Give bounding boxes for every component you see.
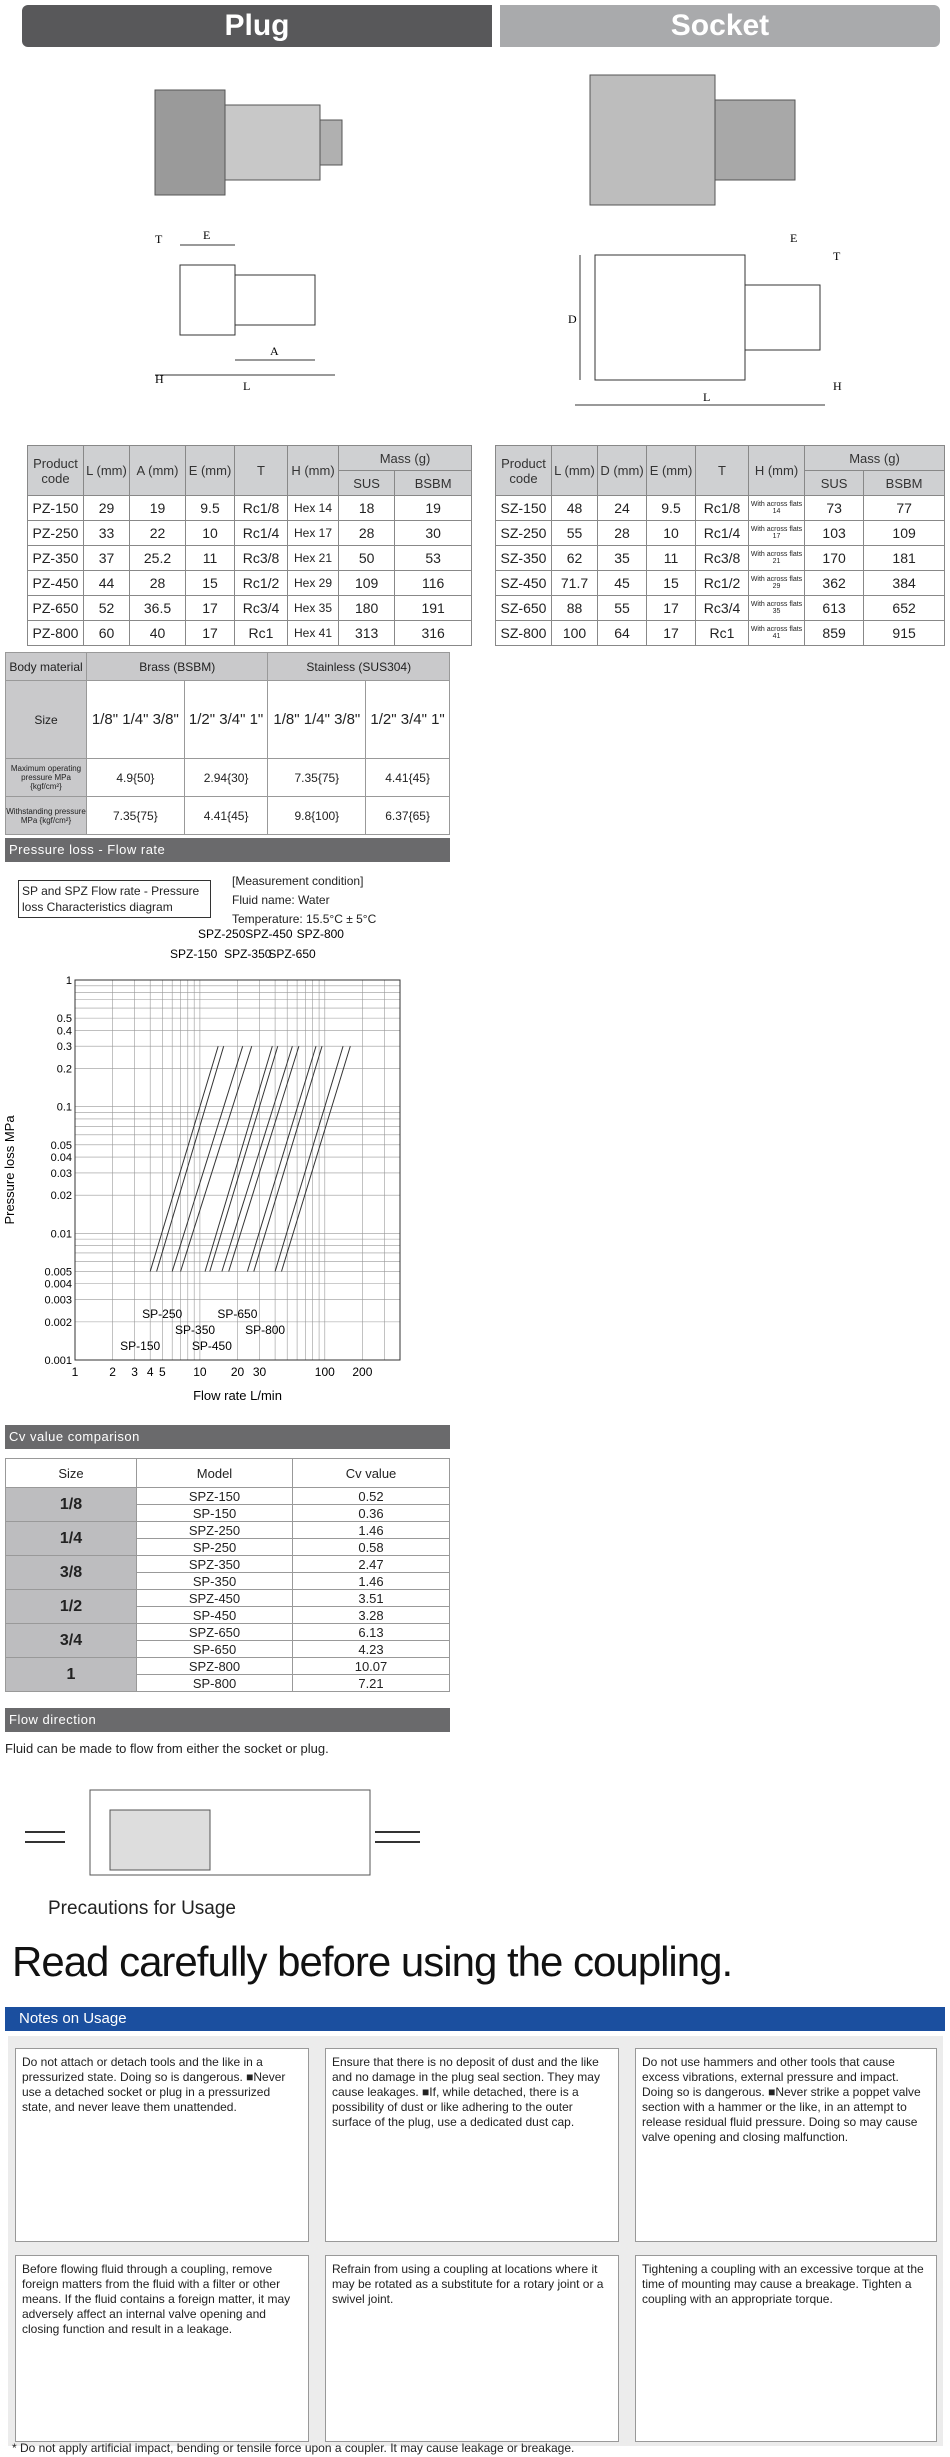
cv-row (6, 1522, 450, 1539)
series-label: SPZ-150 (169, 947, 218, 961)
plug-table-cell: 191 (395, 596, 472, 621)
plug-table-cell: Rc3/8 (235, 546, 288, 571)
svg-text:H: H (155, 372, 164, 386)
y-tick-label: 0.003 (44, 1294, 72, 1307)
cv-value-table: Size Model Cv value 1/8 SPZ-150 0.52 SP-150 0.36 1/4 SPZ-250 1.46 SP-250 0.58 3/8 SPZ-350 2.47 SP-350 1.46 1/2 SPZ-450 3.51 SP-450 3.28 3/4 SPZ-650 6.13 SP-650 4.23 1 SPZ-800 10.07 SP-800 7.21 (5, 1458, 450, 1692)
series-label: SPZ-800 (296, 927, 344, 941)
x-tick-label: 200 (352, 1365, 373, 1379)
socket-table-cell: 55 (598, 596, 647, 621)
socket-table-cell: 384 (864, 571, 945, 596)
plug-table-cell: PZ-450 (28, 571, 84, 596)
socket-photo (585, 65, 805, 220)
plug-table-cell: 50 (339, 546, 395, 571)
socket-table-cell: With across flats 41 (749, 621, 805, 646)
socket-table-cell: 77 (864, 496, 945, 521)
socket-table-cell: With across flats 17 (749, 521, 805, 546)
caution-box-4: Before flowing fluid through a coupling, remove foreign matters from the fluid with a filter or other means. If the fluid contains a foreign matter, it may adversely affect an internal valve opening and closing function and result in a leakage. (15, 2255, 309, 2442)
svg-text:L: L (243, 379, 251, 393)
cv-row (6, 1658, 450, 1675)
cv-row (6, 1488, 450, 1505)
series-label: SPZ-450 (245, 927, 293, 941)
cv-size: 3/8 (6, 1556, 137, 1590)
series-line (281, 1046, 350, 1271)
cv-size: 3/4 (6, 1624, 137, 1658)
cv-model: SP-250 (137, 1539, 293, 1556)
socket-table-cell: SZ-250 (496, 521, 552, 546)
plug-table-cell: 19 (130, 496, 186, 521)
socket-table-cell: 181 (864, 546, 945, 571)
socket-table-row (496, 596, 945, 621)
socket-table-cell: Rc3/8 (696, 546, 749, 571)
series-label: SPZ-650 (268, 947, 316, 961)
socket-table-cell: SZ-350 (496, 546, 552, 571)
plug-table-cell: 11 (186, 546, 235, 571)
plug-table-cell: 19 (395, 496, 472, 521)
series-label: SP-150 (120, 1339, 161, 1353)
x-tick-label: 20 (230, 1365, 245, 1379)
series-line (275, 1046, 343, 1271)
cv-row (6, 1624, 450, 1641)
condition-fluid: Fluid name: Water (232, 893, 330, 907)
cv-model: SP-150 (137, 1505, 293, 1522)
condition-temp: Temperature: 15.5°C ± 5°C (232, 912, 377, 926)
cv-row (6, 1556, 450, 1573)
y-tick-label: 0.02 (50, 1190, 72, 1203)
cv-value: 3.28 (293, 1607, 450, 1624)
cv-value: 10.07 (293, 1658, 450, 1675)
socket-table-cell: 10 (647, 521, 696, 546)
y-tick-label: 0.1 (56, 1101, 72, 1114)
plug-table-cell: 17 (186, 596, 235, 621)
plug-table-row (28, 571, 472, 596)
cv-value: 3.51 (293, 1590, 450, 1607)
socket-table-cell: SZ-800 (496, 621, 552, 646)
plug-table-cell: 10 (186, 521, 235, 546)
precautions-label: Precautions for Usage (48, 1898, 236, 1919)
cv-model: SPZ-800 (137, 1658, 293, 1675)
y-axis-label: Pressure loss MPa (2, 1115, 17, 1225)
plug-table-cell: 15 (186, 571, 235, 596)
socket-table-cell: With across flats 21 (749, 546, 805, 571)
plug-table-cell: 316 (395, 621, 472, 646)
y-tick-label: 0.001 (44, 1355, 72, 1367)
cv-size: 1/8 (6, 1488, 137, 1522)
x-tick-label: 10 (193, 1365, 207, 1379)
read-carefully-heading: Read carefully before using the coupling. (12, 1938, 733, 1985)
svg-text:A: A (270, 344, 279, 358)
cv-size: 1/2 (6, 1590, 137, 1624)
svg-text:D: D (568, 312, 577, 326)
svg-text:L: L (703, 390, 711, 404)
plug-table-row (28, 546, 472, 571)
plug-table-cell: 18 (339, 496, 395, 521)
x-tick-label: 1 (71, 1365, 79, 1379)
section-cv-value: Cv value comparison (5, 1425, 450, 1449)
plug-table-cell: Rc1/8 (235, 496, 288, 521)
plug-table-cell: Hex 17 (288, 521, 339, 546)
chart-title: SP and SPZ Flow rate - Pressure loss Characteristics diagram (18, 880, 211, 918)
y-tick-label: 1 (65, 975, 72, 987)
socket-spec-table: Product code L (mm) D (mm) E (mm) T H (mm) Mass (g) SUS BSBM SZ-150 48 24 9.5 Rc1/8 With across flats 14 73 77 SZ-250 55 28 10 Rc1/4 With across flats 17 103 109 SZ-350 62 35 11 Rc3/8 With across flats 21 170 181 SZ-450 71.7 45 15 Rc1/2 With across flats 29 362 384 SZ-650 88 55 17 Rc3/4 With across flats 35 613 652 SZ-800 100 64 17 Rc1 With across flats 41 859 915 (495, 445, 945, 646)
socket-table-cell: 859 (805, 621, 864, 646)
section-flow-direction: Flow direction (5, 1708, 450, 1732)
pressure-loss-chart (0, 927, 460, 1410)
body-material-table: Body material Brass (BSBM) Stainless (SUS304) Size 1/8" 1/4" 3/8" 1/2" 3/4" 1" 1/8" 1/4" 3/8" 1/2" 3/4" 1" Maximum operating pressure MPa {kgf/cm²} 4.9{50} 2.94{30} 7.35{75} 4.41{45} Withstanding pressure MPa {kgf/cm²} 7.35{75} 4.41{45} 9.8{100} 6.37{65} (5, 652, 450, 835)
socket-table-cell: With across flats 29 (749, 571, 805, 596)
plug-table-cell: 25.2 (130, 546, 186, 571)
plug-table-cell: 52 (84, 596, 130, 621)
plug-table-cell: Rc1 (235, 621, 288, 646)
socket-table-cell: 100 (552, 621, 598, 646)
socket-table-cell: 88 (552, 596, 598, 621)
plug-table-row (28, 621, 472, 646)
x-tick-label: 100 (314, 1365, 335, 1379)
cv-value: 0.52 (293, 1488, 450, 1505)
plug-table-cell: Hex 21 (288, 546, 339, 571)
cv-value: 4.23 (293, 1641, 450, 1658)
series-line (157, 1046, 224, 1271)
series-label: SPZ-350 (224, 947, 272, 961)
plug-table-cell: Hex 14 (288, 496, 339, 521)
series-line (181, 1046, 252, 1271)
plug-table-cell: Hex 41 (288, 621, 339, 646)
plug-table-cell: Hex 29 (288, 571, 339, 596)
cv-model: SPZ-350 (137, 1556, 293, 1573)
socket-table-cell: 71.7 (552, 571, 598, 596)
plug-table-cell: 22 (130, 521, 186, 546)
socket-table-row (496, 546, 945, 571)
series-label: SP-800 (245, 1323, 286, 1337)
plug-table-cell: 116 (395, 571, 472, 596)
cv-row (6, 1590, 450, 1607)
socket-table-cell: SZ-150 (496, 496, 552, 521)
cv-model: SP-350 (137, 1573, 293, 1590)
y-tick-label: 0.004 (44, 1278, 72, 1291)
socket-table-cell: 17 (647, 621, 696, 646)
cv-value: 7.21 (293, 1675, 450, 1692)
cv-model: SPZ-150 (137, 1488, 293, 1505)
y-tick-label: 0.04 (50, 1152, 72, 1165)
socket-table-cell: 103 (805, 521, 864, 546)
svg-text:T: T (155, 232, 163, 246)
cv-model: SPZ-250 (137, 1522, 293, 1539)
tab-plug[interactable]: Plug (22, 5, 492, 47)
y-tick-label: 0.005 (44, 1266, 72, 1279)
socket-table-cell: 28 (598, 521, 647, 546)
y-tick-label: 0.01 (50, 1228, 72, 1241)
cv-model: SPZ-650 (137, 1624, 293, 1641)
svg-text:T: T (833, 249, 841, 263)
plug-table-cell: Rc1/2 (235, 571, 288, 596)
flow-text: Fluid can be made to flow from either the socket or plug. (5, 1741, 329, 1756)
plug-table-cell: PZ-800 (28, 621, 84, 646)
y-tick-label: 0.2 (56, 1063, 72, 1076)
plug-table-cell: Rc3/4 (235, 596, 288, 621)
plug-table-cell: 28 (339, 521, 395, 546)
caution-box-2: Ensure that there is no deposit of dust and the like and no damage in the plug seal section. They may cause leakages. ■If, while detached, there is a possibility of dust or like adhering to the outer surface of the plug, use a dedicated dust cap. (325, 2048, 619, 2242)
x-tick-label: 2 (109, 1365, 116, 1379)
y-tick-label: 0.03 (50, 1167, 72, 1180)
cv-model: SPZ-450 (137, 1590, 293, 1607)
socket-table-cell: 48 (552, 496, 598, 521)
plug-table-cell: PZ-650 (28, 596, 84, 621)
cv-size: 1/4 (6, 1522, 137, 1556)
y-tick-label: 0.4 (56, 1025, 72, 1038)
caution-box-3: Do not use hammers and other tools that cause excess vibrations, external pressure and impact. Doing so is dangerous. ■Never strike a poppet valve section with a hammer or the like, in an attempt to release residual fluid pressure. Doing so may cause valve opening and closing malfunction. (635, 2048, 937, 2242)
x-tick-label: 30 (252, 1365, 267, 1379)
socket-table-cell: 9.5 (647, 496, 696, 521)
series-label: SP-450 (191, 1339, 232, 1353)
plug-table-cell: PZ-350 (28, 546, 84, 571)
socket-table-row (496, 571, 945, 596)
cv-model: SP-450 (137, 1607, 293, 1624)
plug-table-cell: 37 (84, 546, 130, 571)
socket-table-cell: 55 (552, 521, 598, 546)
socket-table-cell: Rc1/4 (696, 521, 749, 546)
plug-table-cell: 313 (339, 621, 395, 646)
socket-table-cell: 73 (805, 496, 864, 521)
socket-table-cell: 17 (647, 596, 696, 621)
plug-table-cell: 60 (84, 621, 130, 646)
plug-photo (140, 70, 350, 220)
socket-table-cell: 362 (805, 571, 864, 596)
x-tick-label: 4 (146, 1365, 154, 1379)
plug-table-cell: 40 (130, 621, 186, 646)
x-axis-label: Flow rate L/min (193, 1388, 282, 1403)
measurement-conditions (232, 872, 376, 929)
socket-table-cell: SZ-650 (496, 596, 552, 621)
socket-table-cell: 24 (598, 496, 647, 521)
caution-box-1: Do not attach or detach tools and the like in a pressurized state. Doing so is dangerous. ■Never use a detached socket or plug in a pressurized state, and never leave them unattended. (15, 2048, 309, 2242)
y-tick-label: 0.05 (50, 1139, 72, 1152)
plug-table-cell: PZ-150 (28, 496, 84, 521)
svg-text:E: E (203, 228, 211, 242)
y-tick-label: 0.5 (56, 1013, 72, 1026)
tab-socket[interactable]: Socket (500, 5, 940, 47)
socket-table-row (496, 621, 945, 646)
y-tick-label: 0.3 (56, 1041, 72, 1054)
plug-table-row (28, 521, 472, 546)
x-tick-label: 3 (131, 1365, 138, 1379)
plug-table-cell: 36.5 (130, 596, 186, 621)
cv-value: 1.46 (293, 1522, 450, 1539)
socket-table-cell: 64 (598, 621, 647, 646)
condition-heading: [Measurement condition] (232, 874, 364, 888)
cv-value: 6.13 (293, 1624, 450, 1641)
socket-table-cell: With across flats 35 (749, 596, 805, 621)
cv-size: 1 (6, 1658, 137, 1692)
svg-text:H: H (833, 379, 842, 393)
socket-table-cell: 35 (598, 546, 647, 571)
socket-table-cell: 170 (805, 546, 864, 571)
socket-table-row (496, 496, 945, 521)
series-label: SPZ-250 (198, 927, 246, 941)
notes-on-usage-bar: Notes on Usage (5, 2007, 945, 2031)
socket-table-cell: 45 (598, 571, 647, 596)
socket-table-row (496, 521, 945, 546)
flow-direction-diagram (20, 1770, 440, 1900)
cv-model: SP-650 (137, 1641, 293, 1658)
plug-spec-table: Product code L (mm) A (mm) E (mm) T H (mm) Mass (g) SUS BSBM PZ-150 29 19 9.5 Rc1/8 Hex 14 18 19 PZ-250 33 22 10 Rc1/4 Hex 17 28 30 PZ-350 37 25.2 11 Rc3/8 Hex 21 50 53 PZ-450 44 28 15 Rc1/2 Hex 29 109 116 PZ-650 52 36.5 17 Rc3/4 Hex 35 180 191 PZ-800 60 40 17 Rc1 Hex 41 313 316 (27, 445, 472, 646)
socket-table-cell: 652 (864, 596, 945, 621)
plug-table-row (28, 496, 472, 521)
svg-text:E: E (790, 231, 798, 245)
plug-table-row (28, 596, 472, 621)
plug-table-cell: 33 (84, 521, 130, 546)
plug-table-cell: PZ-250 (28, 521, 84, 546)
footnote: * Do not apply artificial impact, bending or tensile force upon a coupler. It may cause leakage or breakage. (12, 2441, 575, 2455)
series-line (150, 1046, 218, 1271)
series-line (210, 1046, 278, 1271)
socket-table-cell: SZ-450 (496, 571, 552, 596)
socket-table-cell: Rc1/2 (696, 571, 749, 596)
cv-value: 0.58 (293, 1539, 450, 1556)
series-label: SP-350 (175, 1323, 216, 1337)
socket-drawing (565, 230, 850, 415)
plug-table-cell: Hex 35 (288, 596, 339, 621)
plug-table-cell: 44 (84, 571, 130, 596)
series-label: SP-250 (142, 1307, 183, 1321)
section-pressure-loss: Pressure loss - Flow rate (5, 838, 450, 862)
x-tick-label: 5 (158, 1365, 166, 1379)
plug-table-cell: 29 (84, 496, 130, 521)
plug-table-cell: 28 (130, 571, 186, 596)
socket-table-cell: Rc1 (696, 621, 749, 646)
plug-table-cell: 180 (339, 596, 395, 621)
y-tick-label: 0.002 (44, 1316, 72, 1329)
cv-value: 2.47 (293, 1556, 450, 1573)
socket-table-cell: With across flats 14 (749, 496, 805, 521)
series-label: SP-650 (217, 1307, 258, 1321)
cv-model: SP-800 (137, 1675, 293, 1692)
plug-table-cell: 30 (395, 521, 472, 546)
socket-table-cell: 915 (864, 621, 945, 646)
plug-table-cell: 9.5 (186, 496, 235, 521)
plug-drawing (145, 215, 345, 400)
socket-table-cell: 11 (647, 546, 696, 571)
socket-table-cell: Rc1/8 (696, 496, 749, 521)
plug-table-cell: 109 (339, 571, 395, 596)
socket-table-cell: Rc3/4 (696, 596, 749, 621)
plug-table-cell: Rc1/4 (235, 521, 288, 546)
plug-table-cell: 17 (186, 621, 235, 646)
socket-table-cell: 15 (647, 571, 696, 596)
caution-box-6: Tightening a coupling with an excessive torque at the time of mounting may cause a breakage. Tighten a coupling with an appropriate torque. (635, 2255, 937, 2442)
caution-box-5: Refrain from using a coupling at locations where it may be rotated as a substitute for a rotary joint or a swivel joint. (325, 2255, 619, 2442)
plug-table-cell: 53 (395, 546, 472, 571)
socket-table-cell: 109 (864, 521, 945, 546)
cv-value: 0.36 (293, 1505, 450, 1522)
socket-table-cell: 613 (805, 596, 864, 621)
socket-table-cell: 62 (552, 546, 598, 571)
cv-value: 1.46 (293, 1573, 450, 1590)
